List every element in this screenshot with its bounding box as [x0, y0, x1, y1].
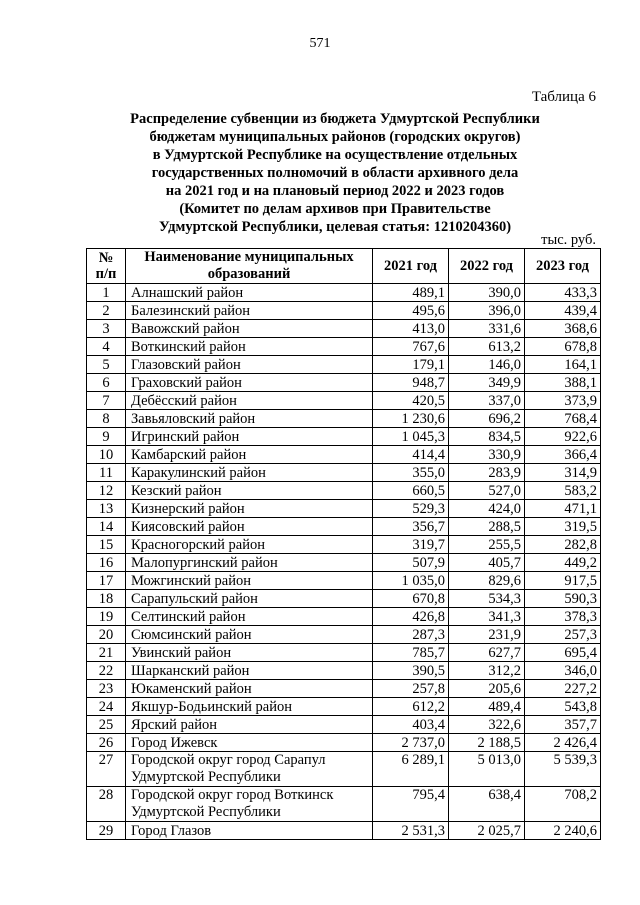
table-row	[87, 320, 601, 338]
row-value-2022: 337,0	[449, 392, 525, 410]
row-name: Можгинский район	[126, 572, 373, 590]
row-number: 6	[87, 374, 126, 392]
row-value-2023: 590,3	[525, 590, 601, 608]
row-name: Кизнерский район	[126, 500, 373, 518]
row-name: Граховский район	[126, 374, 373, 392]
row-value-2021: 319,7	[373, 536, 449, 554]
row-value-2021: 2 531,3	[373, 822, 449, 840]
row-value-2022: 638,4	[449, 787, 525, 822]
row-value-2021: 179,1	[373, 356, 449, 374]
title-line: бюджетам муниципальных районов (городских округов)	[149, 129, 521, 145]
header-2021: 2021 год	[373, 249, 449, 284]
row-value-2022: 331,6	[449, 320, 525, 338]
title-line: Распределение субвенции из бюджета Удмуртской Республики	[130, 111, 540, 127]
row-number: 28	[87, 787, 126, 822]
row-value-2023: 695,4	[525, 644, 601, 662]
header-2022: 2022 год	[449, 249, 525, 284]
row-number: 29	[87, 822, 126, 840]
table-body	[87, 284, 601, 840]
row-value-2022: 2 025,7	[449, 822, 525, 840]
row-value-2022: 146,0	[449, 356, 525, 374]
row-value-2021: 426,8	[373, 608, 449, 626]
row-value-2021: 414,4	[373, 446, 449, 464]
table-row	[87, 752, 601, 787]
table-label: Таблица 6	[531, 89, 596, 105]
row-value-2022: 834,5	[449, 428, 525, 446]
header-2023: 2023 год	[525, 249, 601, 284]
row-value-2022: 829,6	[449, 572, 525, 590]
row-name: Селтинский район	[126, 608, 373, 626]
title-line: на 2021 год и на плановый период 2022 и 2023 годов	[165, 183, 505, 199]
row-value-2022: 696,2	[449, 410, 525, 428]
row-value-2022: 5 013,0	[449, 752, 525, 787]
row-value-2023: 368,6	[525, 320, 601, 338]
row-value-2023: 439,4	[525, 302, 601, 320]
row-value-2021: 420,5	[373, 392, 449, 410]
row-value-2021: 356,7	[373, 518, 449, 536]
row-name: Воткинский район	[126, 338, 373, 356]
row-value-2021: 355,0	[373, 464, 449, 482]
unit-label: тыс. руб.	[541, 232, 596, 248]
table-row	[87, 590, 601, 608]
row-name: Киясовский район	[126, 518, 373, 536]
row-value-2023: 314,9	[525, 464, 601, 482]
row-number: 15	[87, 536, 126, 554]
page-number: 571	[309, 36, 331, 51]
row-name: Балезинский район	[126, 302, 373, 320]
row-value-2021: 795,4	[373, 787, 449, 822]
table-row	[87, 822, 601, 840]
row-value-2023: 583,2	[525, 482, 601, 500]
title-line: в Удмуртской Республике на осуществление отдельных	[152, 147, 518, 163]
row-value-2022: 489,4	[449, 698, 525, 716]
table-row	[87, 464, 601, 482]
row-name: Завьяловский район	[126, 410, 373, 428]
row-value-2022: 527,0	[449, 482, 525, 500]
table-row	[87, 392, 601, 410]
table-row	[87, 734, 601, 752]
row-number: 17	[87, 572, 126, 590]
row-value-2023: 2 426,4	[525, 734, 601, 752]
title-line: Удмуртской Республики, целевая статья: 1210204360)	[158, 219, 512, 235]
row-value-2021: 1 230,6	[373, 410, 449, 428]
row-name: Глазовский район	[126, 356, 373, 374]
row-number: 27	[87, 752, 126, 787]
table-row	[87, 626, 601, 644]
table-row	[87, 410, 601, 428]
row-value-2022: 205,6	[449, 680, 525, 698]
row-value-2021: 507,9	[373, 554, 449, 572]
row-number: 16	[87, 554, 126, 572]
table-row	[87, 572, 601, 590]
row-name: Красногорский район	[126, 536, 373, 554]
row-value-2022: 627,7	[449, 644, 525, 662]
table-row	[87, 446, 601, 464]
row-value-2021: 660,5	[373, 482, 449, 500]
table-row	[87, 374, 601, 392]
row-value-2023: 319,5	[525, 518, 601, 536]
row-name: Дебёсский район	[126, 392, 373, 410]
row-number: 7	[87, 392, 126, 410]
table-row	[87, 284, 601, 302]
row-value-2021: 6 289,1	[373, 752, 449, 787]
row-value-2022: 424,0	[449, 500, 525, 518]
row-value-2021: 403,4	[373, 716, 449, 734]
row-name: Увинский район	[126, 644, 373, 662]
row-value-2021: 287,3	[373, 626, 449, 644]
row-name: Сарапульский район	[126, 590, 373, 608]
row-number: 26	[87, 734, 126, 752]
row-number: 25	[87, 716, 126, 734]
row-value-2023: 373,9	[525, 392, 601, 410]
title-line: (Комитет по делам архивов при Правительстве	[179, 201, 491, 217]
table-row	[87, 482, 601, 500]
row-number: 23	[87, 680, 126, 698]
row-name: Ярский район	[126, 716, 373, 734]
row-value-2022: 231,9	[449, 626, 525, 644]
row-name: Шарканский район	[126, 662, 373, 680]
row-name: Кезский район	[126, 482, 373, 500]
row-number: 24	[87, 698, 126, 716]
row-value-2023: 257,3	[525, 626, 601, 644]
row-number: 14	[87, 518, 126, 536]
row-value-2022: 255,5	[449, 536, 525, 554]
table-row	[87, 518, 601, 536]
row-value-2023: 678,8	[525, 338, 601, 356]
row-value-2021: 948,7	[373, 374, 449, 392]
row-value-2021: 390,5	[373, 662, 449, 680]
row-number: 12	[87, 482, 126, 500]
row-number: 1	[87, 284, 126, 302]
row-value-2023: 471,1	[525, 500, 601, 518]
row-value-2021: 257,8	[373, 680, 449, 698]
row-number: 18	[87, 590, 126, 608]
table-row	[87, 500, 601, 518]
row-value-2023: 5 539,3	[525, 752, 601, 787]
row-value-2023: 164,1	[525, 356, 601, 374]
row-value-2022: 288,5	[449, 518, 525, 536]
row-name: Городской округ город Сарапул Удмуртской Республики	[126, 752, 373, 787]
row-value-2023: 366,4	[525, 446, 601, 464]
row-value-2021: 2 737,0	[373, 734, 449, 752]
row-number: 22	[87, 662, 126, 680]
subvention-table	[86, 248, 601, 840]
table-row	[87, 338, 601, 356]
table-row	[87, 554, 601, 572]
row-value-2021: 529,3	[373, 500, 449, 518]
row-value-2021: 612,2	[373, 698, 449, 716]
header-number-line2: п/п	[95, 266, 117, 282]
row-value-2023: 282,8	[525, 536, 601, 554]
row-value-2022: 2 188,5	[449, 734, 525, 752]
row-value-2021: 489,1	[373, 284, 449, 302]
table-row	[87, 698, 601, 716]
row-name: Город Глазов	[126, 822, 373, 840]
row-value-2023: 378,3	[525, 608, 601, 626]
table-header-row	[87, 249, 601, 284]
row-value-2023: 346,0	[525, 662, 601, 680]
row-name: Малопургинский район	[126, 554, 373, 572]
row-value-2022: 330,9	[449, 446, 525, 464]
row-value-2023: 543,8	[525, 698, 601, 716]
row-number: 19	[87, 608, 126, 626]
table-row	[87, 356, 601, 374]
row-value-2023: 768,4	[525, 410, 601, 428]
row-name: Каракулинский район	[126, 464, 373, 482]
row-name: Городской округ город Воткинск Удмуртской Республики	[126, 787, 373, 822]
row-value-2023: 388,1	[525, 374, 601, 392]
row-name: Город Ижевск	[126, 734, 373, 752]
row-value-2023: 227,2	[525, 680, 601, 698]
row-value-2021: 1 045,3	[373, 428, 449, 446]
row-number: 3	[87, 320, 126, 338]
row-value-2022: 390,0	[449, 284, 525, 302]
row-value-2021: 785,7	[373, 644, 449, 662]
row-number: 8	[87, 410, 126, 428]
header-name-line2: образований	[207, 266, 291, 282]
row-value-2022: 405,7	[449, 554, 525, 572]
row-name: Игринский район	[126, 428, 373, 446]
row-name: Якшур-Бодьинский район	[126, 698, 373, 716]
row-number: 21	[87, 644, 126, 662]
header-number	[87, 249, 126, 284]
row-name: Юкаменский район	[126, 680, 373, 698]
row-value-2021: 495,6	[373, 302, 449, 320]
table-row	[87, 428, 601, 446]
title-line: государственных полномочий в области архивного дела	[151, 165, 519, 181]
table-row	[87, 787, 601, 822]
document-title	[100, 110, 570, 236]
row-name: Сюмсинский район	[126, 626, 373, 644]
row-value-2021: 1 035,0	[373, 572, 449, 590]
row-number: 4	[87, 338, 126, 356]
row-value-2023: 708,2	[525, 787, 601, 822]
row-value-2023: 2 240,6	[525, 822, 601, 840]
row-value-2021: 767,6	[373, 338, 449, 356]
row-name: Алнашский район	[126, 284, 373, 302]
row-value-2023: 433,3	[525, 284, 601, 302]
row-number: 20	[87, 626, 126, 644]
row-value-2022: 396,0	[449, 302, 525, 320]
table-row	[87, 680, 601, 698]
table-row	[87, 716, 601, 734]
row-name: Вавожский район	[126, 320, 373, 338]
row-value-2022: 341,3	[449, 608, 525, 626]
table-row	[87, 644, 601, 662]
row-value-2021: 413,0	[373, 320, 449, 338]
row-value-2022: 613,2	[449, 338, 525, 356]
table-row	[87, 302, 601, 320]
row-value-2022: 534,3	[449, 590, 525, 608]
header-name-line1: Наименование муниципальных	[144, 249, 354, 265]
header-number-line1: №	[98, 250, 114, 266]
row-number: 5	[87, 356, 126, 374]
row-number: 9	[87, 428, 126, 446]
row-number: 10	[87, 446, 126, 464]
table-row	[87, 608, 601, 626]
row-value-2023: 357,7	[525, 716, 601, 734]
table-row	[87, 536, 601, 554]
row-value-2022: 312,2	[449, 662, 525, 680]
row-value-2023: 922,6	[525, 428, 601, 446]
row-value-2022: 283,9	[449, 464, 525, 482]
row-number: 11	[87, 464, 126, 482]
row-value-2022: 322,6	[449, 716, 525, 734]
header-name	[126, 249, 373, 284]
table-row	[87, 662, 601, 680]
row-value-2023: 449,2	[525, 554, 601, 572]
row-value-2022: 349,9	[449, 374, 525, 392]
row-number: 13	[87, 500, 126, 518]
row-value-2021: 670,8	[373, 590, 449, 608]
row-number: 2	[87, 302, 126, 320]
row-value-2023: 917,5	[525, 572, 601, 590]
row-name: Камбарский район	[126, 446, 373, 464]
